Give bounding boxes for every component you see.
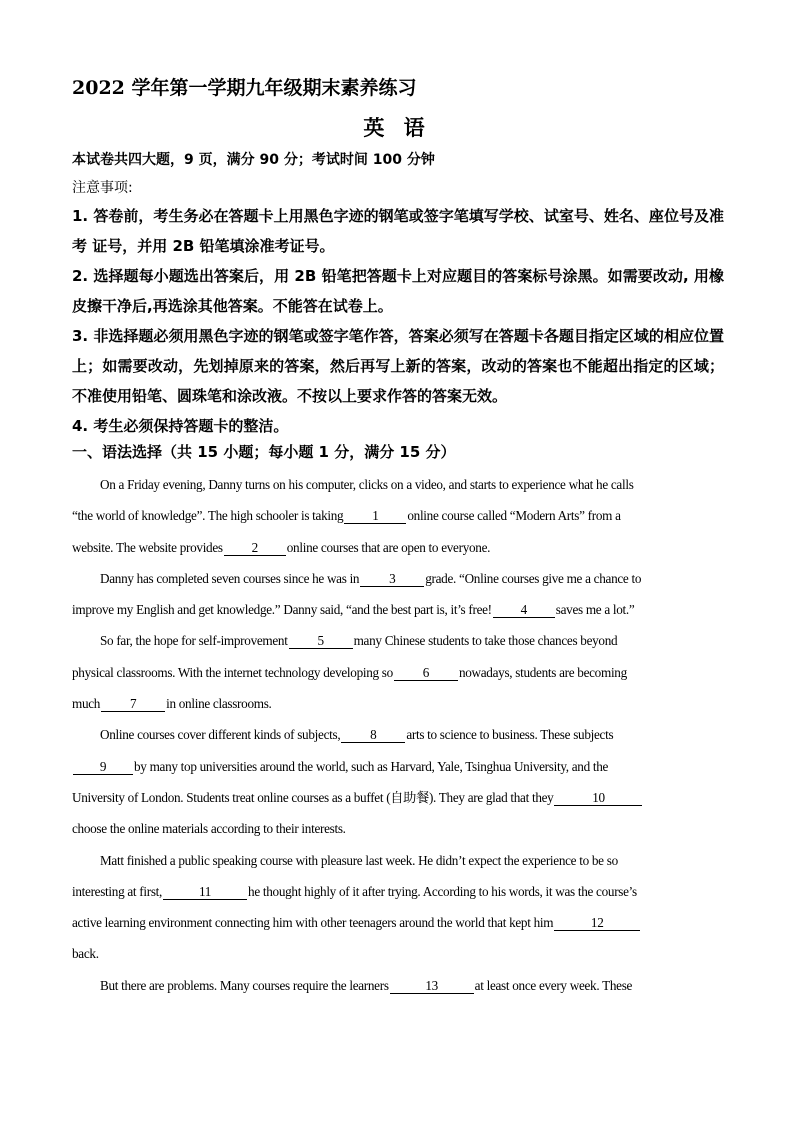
passage-text: much: [72, 696, 101, 712]
passage-text: by many top universities around the world, such as Harvard, Yale, Tsinghua University, and the: [134, 758, 609, 774]
answer-blank-10: 10: [554, 791, 642, 806]
passage-line: [72, 813, 708, 844]
passage-line: [72, 688, 708, 719]
passage-line: [72, 782, 708, 813]
answer-blank-3: 3: [360, 572, 424, 587]
passage-line: [72, 625, 708, 656]
passage-text: saves me a lot.”: [555, 602, 635, 618]
passage-line: [72, 469, 708, 500]
passage-line: [72, 907, 708, 938]
passage-text: in online classrooms.: [166, 696, 272, 712]
passage-text: many Chinese students to take those chances beyond: [353, 633, 618, 649]
passage-text: at least once every week. These: [474, 977, 633, 993]
passage-text: interesting at first,: [72, 883, 163, 899]
passage-text: nowadays, students are becoming: [458, 664, 627, 680]
passage-text: active learning environment connecting him with other teenagers around the world that kept him: [72, 915, 554, 931]
answer-blank-4: 4: [493, 603, 555, 618]
passage-text: physical classrooms. With the internet technology developing so: [72, 664, 393, 680]
answer-blank-1: 1: [344, 509, 406, 524]
instruction-item: 1. 答卷前，考生务必在答题卡上用黑色字迹的钢笔或签字笔填写学校、试室号、姓名、座位号及准考 证号，并用 2B 铅笔填涂准考证号。: [72, 207, 724, 255]
notice-label: 注意事项:: [72, 180, 133, 196]
passage-text: online course called “Modern Arts” from a: [407, 508, 621, 524]
passage-line: [72, 563, 708, 594]
passage-line: [72, 532, 708, 563]
instruction-item: 4. 考生必须保持答题卡的整洁。: [72, 417, 289, 435]
answer-blank-2: 2: [224, 541, 286, 556]
passage-text: back.: [72, 946, 99, 962]
passage-text: website. The website provides: [72, 539, 223, 555]
passage-line: [72, 657, 708, 688]
reading-passage: [72, 469, 708, 1001]
passage-text: Danny has completed seven courses since he was in: [100, 570, 360, 586]
answer-blank-9: 9: [73, 760, 133, 775]
passage-line: [72, 594, 708, 625]
passage-line: [72, 970, 708, 1001]
passage-text: he thought highly of it after trying. According to his words, it was the course’s: [248, 883, 637, 899]
passage-text: Online courses cover different kinds of subjects,: [100, 727, 341, 743]
instructions-list: [72, 201, 724, 441]
answer-blank-8: 8: [341, 728, 405, 743]
passage-line: [72, 845, 708, 876]
passage-text: So far, the hope for self-improvement: [100, 633, 288, 649]
exam-title: 2022 学年第一学期九年级期末素养练习: [72, 77, 417, 99]
passage-text: “the world of knowledge”. The high schooler is taking: [72, 508, 344, 524]
passage-text: But there are problems. Many courses require the learners: [100, 977, 389, 993]
answer-blank-13: 13: [390, 979, 474, 994]
passage-text: grade. “Online courses give me a chance to: [425, 570, 642, 586]
answer-blank-5: 5: [289, 634, 353, 649]
subject-title: 英 语: [363, 115, 431, 140]
section-heading: 一、语法选择（共 15 小题；每小题 1 分，满分 15 分）: [72, 443, 456, 461]
passage-text: arts to science to business. These subjects: [406, 727, 614, 743]
passage-line: [72, 751, 708, 782]
passage-text: improve my English and get knowledge.” Danny said, “and the best part is, it’s free!: [72, 602, 492, 618]
instruction-item: 2. 选择题每小题选出答案后，用 2B 铅笔把答题卡上对应题目的答案标号涂黑。如需要改动, 用橡 皮擦干净后,再选涂其他答案。不能答在试卷上。: [72, 267, 724, 315]
passage-line: [72, 876, 708, 907]
answer-blank-6: 6: [394, 666, 458, 681]
answer-blank-11: 11: [163, 885, 247, 900]
passage-line: [72, 938, 708, 969]
passage-text: On a Friday evening, Danny turns on his computer, clicks on a video, and starts to experience what he calls: [100, 477, 634, 492]
answer-blank-12: 12: [554, 916, 640, 931]
answer-blank-7: 7: [101, 697, 165, 712]
exam-info: 本试卷共四大题，9 页，满分 90 分；考试时间 100 分钟: [72, 152, 435, 168]
passage-line: [72, 719, 708, 750]
passage-line: [72, 500, 708, 531]
passage-text: Matt finished a public speaking course with pleasure last week. He didn’t expect the experience to be so: [100, 852, 618, 868]
passage-text: University of London. Students treat online courses as a buffet (自助餐). They are glad that they: [72, 789, 554, 805]
instruction-item: 3. 非选择题必须用黑色字迹的钢笔或签字笔作答，答案必须写在答题卡各题目指定区域的相应位置上；如需要改动，先划掉原来的答案，然后再写上新的答案，改动的答案也不能超出指定的区域；不准使用铅笔、圆珠笔和涂改液。不按以上要求作答的答案无效。: [72, 327, 724, 405]
passage-text: choose the online materials according to their interests.: [72, 821, 346, 837]
passage-text: online courses that are open to everyone.: [286, 539, 491, 555]
